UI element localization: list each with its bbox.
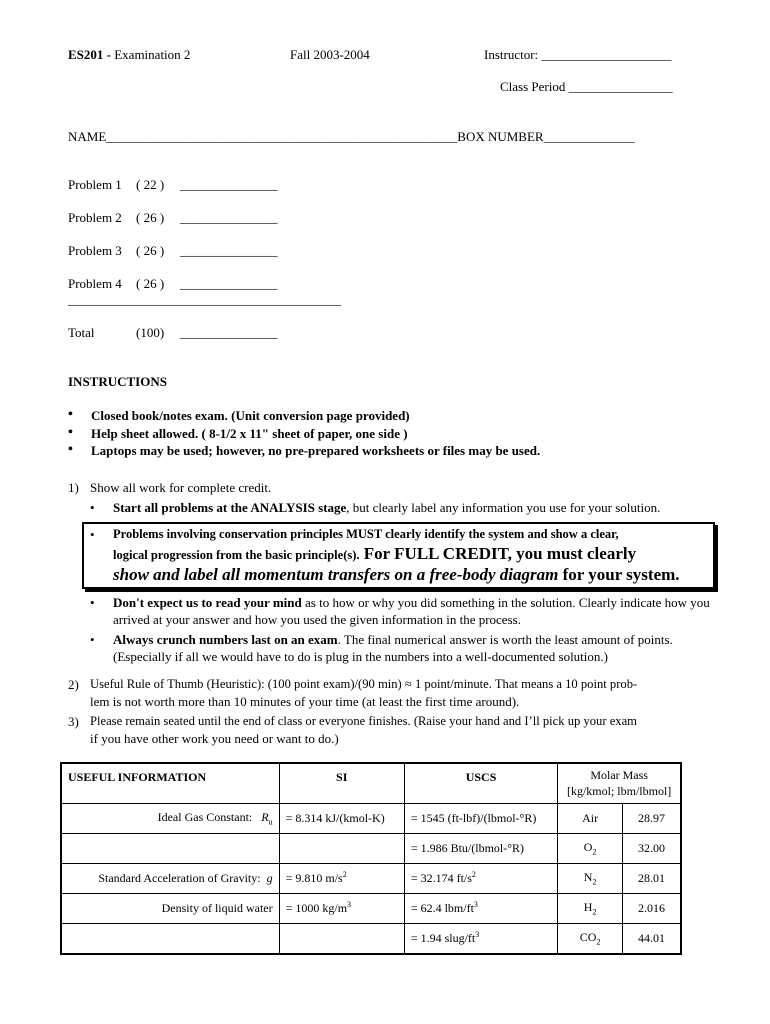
table-cell: = 1545 (ft-lbf)/(lbmol-°R): [404, 803, 557, 833]
value: = 1.94 slug/ft: [410, 931, 476, 945]
superscript: 3: [347, 900, 352, 909]
problem-label: Problem 4: [68, 276, 122, 291]
table-cell: [404, 893, 557, 923]
table-header: USEFUL INFORMATION: [61, 763, 279, 803]
gas-name: O: [583, 839, 593, 854]
rules-list: [68, 408, 540, 461]
useful-information-table: [60, 762, 682, 955]
problem-points: ( 26 ): [136, 276, 165, 291]
table-row: [61, 893, 681, 923]
list-item: • Laptops may be used; however, no pre-prepared worksheets or files may be used.: [68, 443, 540, 461]
table-cell: 28.01: [622, 863, 681, 893]
table-cell: = 8.314 kJ/(kmol-K): [279, 803, 404, 833]
gas-name: N: [583, 869, 593, 884]
table-cell: [558, 893, 623, 923]
emphasis-text: Don't expect us to read your mind: [113, 595, 302, 610]
table-cell: [61, 803, 279, 833]
superscript: 3: [475, 930, 480, 939]
emphasis-text: Start all problems at the ANALYSIS stage: [113, 500, 347, 515]
table-cell: [558, 803, 623, 833]
problem-label: Problem 1: [68, 177, 122, 192]
total-label: Total: [68, 325, 95, 340]
problem-label: Problem 2: [68, 210, 122, 225]
table-header: USCS: [404, 763, 557, 803]
subscript: 2: [592, 847, 597, 857]
table-cell: = 1.986 Btu/(lbmol-°R): [404, 833, 557, 863]
item-text: Useful Rule of Thumb (Heuristic): (100 point exam)/(90 min) ≈ 1 point/minute. That means a 10 point prob-: [90, 677, 638, 691]
table-cell: [558, 923, 623, 954]
value: = 1000 kg/m: [285, 901, 348, 915]
table-header-row: [61, 763, 681, 803]
subscript: 2: [592, 907, 597, 917]
box-text: for your system.: [558, 565, 680, 584]
exam-title: Examination 2: [110, 47, 191, 62]
list-item: • Help sheet allowed. ( 8-1/2 x 11" sheet of paper, one side ): [68, 426, 540, 444]
term: Fall 2003-2004: [290, 47, 370, 62]
table-cell: 44.01: [622, 923, 681, 954]
subscript: u: [268, 817, 273, 827]
item-text: Please remain seated until the end of class or everyone finishes. (Raise your hand and I’ll pick up your exam: [90, 714, 637, 728]
problem-score-field[interactable]: _______________: [180, 243, 278, 258]
instructions-heading: INSTRUCTIONS: [68, 374, 167, 389]
sub-item: [90, 500, 710, 517]
problem-points: ( 22 ): [136, 177, 165, 192]
table-cell: [404, 863, 557, 893]
class-period-field[interactable]: Class Period ________________: [500, 79, 673, 94]
table-cell: [61, 863, 279, 893]
value: = 9.810 m/s: [285, 871, 343, 885]
table-row: [61, 863, 681, 893]
item-text: if you have other work you need or want to do.): [90, 731, 339, 746]
table-row: [61, 803, 681, 833]
molar-mass-units: [kg/kmol; lbm/lbmol]: [566, 784, 672, 799]
problem-score-field[interactable]: _______________: [180, 276, 278, 291]
instructor-field[interactable]: Instructor: ____________________: [484, 47, 672, 62]
table-header: [558, 763, 681, 803]
table-cell: [404, 923, 557, 954]
table-cell: [279, 863, 404, 893]
body-text: , but clearly label any information you use for your solution.: [346, 500, 661, 515]
problem-points: ( 26 ): [136, 210, 165, 225]
bullet-icon: •: [90, 632, 95, 647]
table-cell: [279, 923, 404, 954]
course-code: ES201 -: [68, 47, 111, 62]
table-header: SI: [279, 763, 404, 803]
box-line: [113, 544, 636, 564]
molar-mass-header: Molar Mass: [590, 768, 648, 783]
box-line: [113, 565, 680, 585]
item-text: Show all work for complete credit.: [90, 480, 272, 495]
table-cell: 2.016: [622, 893, 681, 923]
bullet-icon: •: [90, 595, 95, 610]
symbol: g: [266, 870, 273, 885]
value: = 62.4 lbm/ft: [410, 901, 474, 915]
bullet-icon: •: [90, 527, 95, 542]
table-cell: [61, 923, 279, 954]
list-item: • Closed book/notes exam. (Unit conversion page provided): [68, 408, 540, 426]
superscript: 3: [473, 900, 478, 909]
problem-label: Problem 3: [68, 243, 122, 258]
body-text: as to how or why you did something in the solution. Clearly indicate how you arrived at your answer and how you used the given information in the process.: [113, 595, 710, 627]
superscript: 2: [471, 870, 476, 879]
table-cell: [61, 833, 279, 863]
table-cell: [558, 833, 623, 863]
emphasis-text: Always crunch numbers last on an exam: [113, 632, 338, 647]
total-score-field[interactable]: _______________: [180, 325, 278, 340]
problem-score-field[interactable]: _______________: [180, 177, 278, 192]
problem-score-field[interactable]: _______________: [180, 210, 278, 225]
table-cell: Density of liquid water: [61, 893, 279, 923]
table-cell: [279, 893, 404, 923]
body-text: . The final numerical answer is worth the least amount of points. (Especially if all we would have to do is plug in the numbers into a well-documented solution.): [113, 632, 673, 664]
total-points: (100): [136, 325, 165, 340]
table-row: [61, 923, 681, 954]
table-row: [61, 833, 681, 863]
sub-item: [90, 595, 710, 628]
gas-name: CO: [579, 929, 597, 944]
box-line: Problems involving conservation principles MUST clearly identify the system and show a clear,: [113, 527, 619, 541]
item-number: 2): [68, 677, 79, 692]
gas-name: Air: [582, 810, 599, 825]
full-credit-text: For FULL CREDIT, you must clearly: [359, 544, 637, 563]
item-number: 1): [68, 480, 79, 495]
superscript: 2: [342, 870, 347, 879]
table-cell: [558, 863, 623, 893]
exam-header: [68, 47, 190, 63]
cell-label: Ideal Gas Constant:: [157, 809, 253, 824]
table-cell: 28.97: [622, 803, 681, 833]
problem-row: [68, 177, 122, 193]
sub-item: [90, 632, 710, 665]
subscript: 2: [592, 877, 597, 887]
divider: __________________________________________: [68, 292, 341, 307]
gas-name: H: [583, 899, 593, 914]
name-box-line[interactable]: NAME______________________________________________________BOX NUMBER______________: [68, 129, 635, 144]
free-body-text: show and label all momentum transfers on a free-body diagram: [113, 565, 559, 584]
symbol: R: [261, 809, 269, 824]
table-cell: [279, 833, 404, 863]
item-number: 3): [68, 714, 79, 729]
bullet-icon: •: [90, 500, 95, 515]
value: = 32.174 ft/s: [410, 871, 472, 885]
subscript: 2: [596, 937, 601, 947]
item-text: lem is not worth more than 10 minutes of your time (at least the first time around).: [90, 694, 520, 709]
box-text: logical progression from the basic principle(s).: [113, 548, 360, 562]
problem-points: ( 26 ): [136, 243, 165, 258]
cell-label: Standard Acceleration of Gravity:: [98, 870, 261, 885]
table-cell: 32.00: [622, 833, 681, 863]
